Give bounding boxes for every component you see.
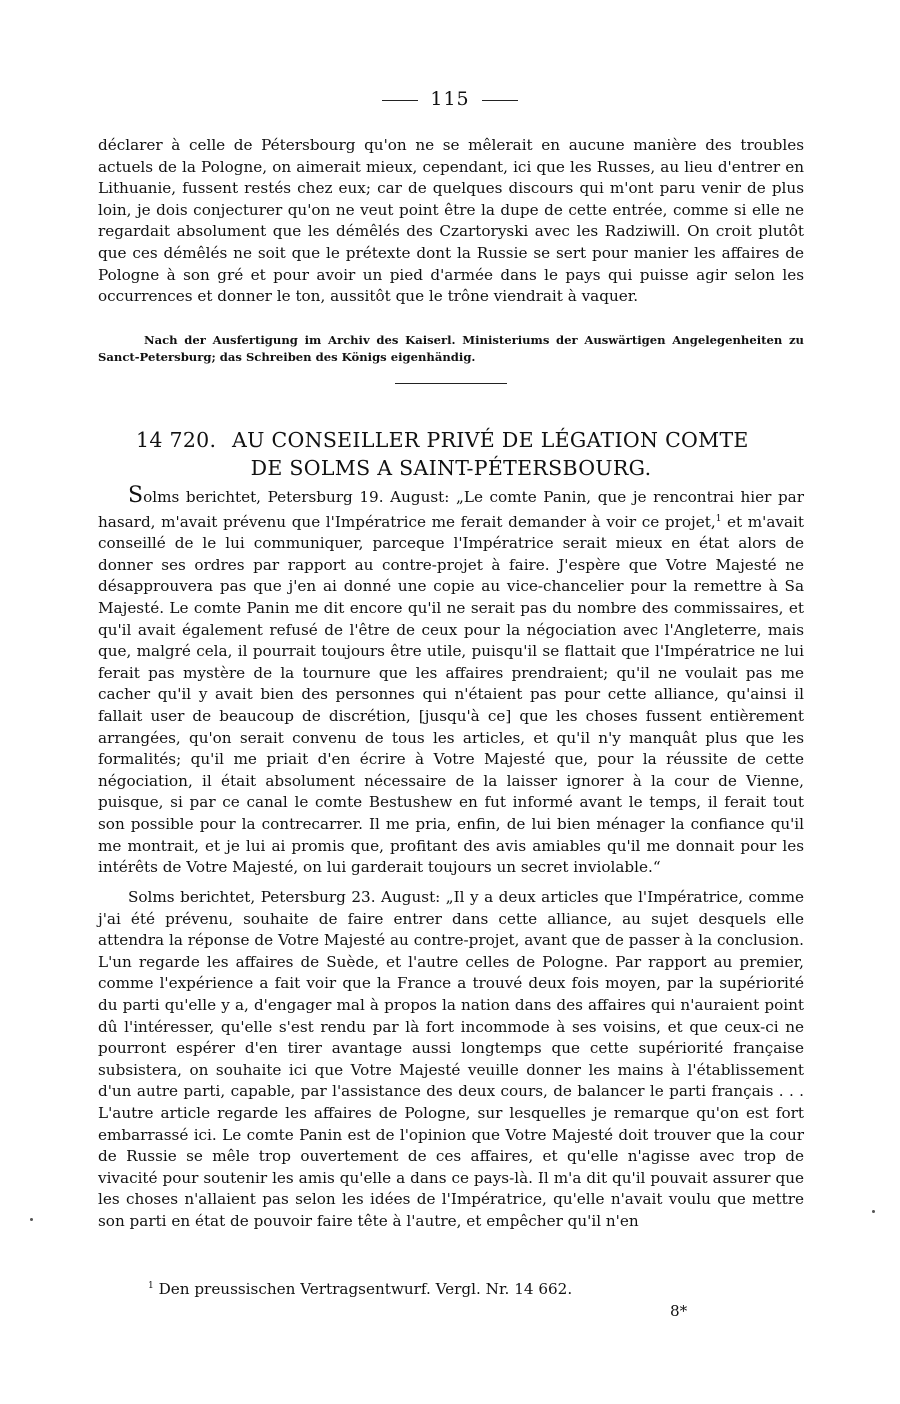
letter-number: 14 720. xyxy=(136,428,217,452)
footnote-reference: 1 xyxy=(715,513,722,524)
page-number-text: 115 xyxy=(430,88,470,110)
heading-line-1: AU CONSEILLER PRIVÉ DE LÉGATION COMTE xyxy=(232,428,749,452)
report-text-part-2: et m'avait conseillé de le lui communiquer, parceque l'Impératrice serait mieux en état alors de donner ses ordres par rapport au contre-projet à faire. J'espère que Votre Majesté ne désapprouvera pas que j'en ai donné une copie au vice-chancelier pour la remettre à Sa Majesté. Le comte Panin me dit encore qu'il ne serait pas du nombre des commissaires, et qu'il avait également refusé de l'être de ceux pour la négociation avec l'Angleterre, mais que, malgré cela, il pourrait toujours être utile, puisqu'il se flattait que l'Impératrice ne lui ferait pas mystère de la tournure que les affaires prendraient; qu'il ne voulait pas me cacher qu'il y avait bien des personnes qui n'étaient pas pour cette alliance, qu'ainsi il fallait user de beaucoup de discrétion, [jusqu'à ce] que les choses fussent entièrement arrangées, qu'on serait convenu de tous les articles, et qu'il n'y manquât plus que les formalités; qu'il me priait d'en écrire à Votre Majesté que, pour la réussite de cette négociation, il était absolument nécessaire de la laisser ignorer à la cour de Vienne, puisque, si par ce canal le comte Bestushew en fut informé avant le temps, il ferait tout son possible pour la contrecarrer. Il me pria, enfin, de lui bien ménager la confiance qu'il me montrait, et je lui ai promis que, profitant des avis amiables qu'il me donnait pour les intérêts de Votre Majesté, on lui garderait toujours un secret inviolable.“ xyxy=(98,512,804,877)
heading-line-2: DE SOLMS A SAINT-PÉTERSBOURG. xyxy=(250,456,652,480)
footnote-text: Den preussischen Vertragsentwurf. Vergl. Nr. 14 662. xyxy=(158,1280,573,1299)
report-text-part-1: olms berichtet, Petersburg 19. August: „Le comte Panin, que je rencontrai hier par hasard, m'avait prévenu que l'Impératrice me ferait demander à voir ce projet, xyxy=(98,488,804,531)
margin-speck xyxy=(872,1210,875,1213)
signature-mark: 8* xyxy=(670,1302,688,1320)
archive-source-note: Nach der Ausfertigung im Archiv des Kaiserl. Ministeriums der Auswärtigen Angelegenheiten zu Sanct-Petersburg; das Schreiben des Königs eigenhändig. xyxy=(98,333,804,364)
section-divider xyxy=(395,383,507,384)
page-number-dash-left xyxy=(382,100,418,101)
page-number xyxy=(0,88,900,110)
drop-cap: S xyxy=(128,483,144,508)
solms-report-23-august: Solms berichtet, Petersburg 23. August: „Il y a deux articles que l'Impératrice, comme j'ai été prévenu, souhaite de faire entrer dans cette alliance, au sujet desquels elle attendra la réponse de Votre Majesté au contre-projet, avant que de passer à la conclusion. L'un regarde les affaires de Suède, et l'autre celles de Pologne. Par rapport au premier, comme l'expérience a fait voir que la France a trouvé deux fois moyen, par la supériorité du parti qu'elle y a, d'engager mal à propos la nation dans des affaires qui n'auraient point dû l'intéresser, qu'elle s'est rendu par là fort incommode à ses voisins, et que ceux-ci ne pourront espérer d'en tirer avantage aussi longtemps que cette supériorité française subsistera, on souhaite ici que Votre Majesté veuille donner les mains à l'établissement d'un autre parti, capable, par l'assistance des deux cours, de balancer le parti français . . . L'autre article regarde les affaires de Pologne, sur lesquelles je remarque qu'on est fort embarrassé ici. Le comte Panin est de l'opinion que Votre Majesté doit trouver que la cour de Russie se mêle trop ouvertement de ces affaires, et qu'elle n'agisse avec trop de vivacité pour soutenir les amis qu'elle a dans ce pays-là. Il m'a dit qu'il pouvait assurer que les choses n'allaient pas selon les idées de l'Impératrice, qu'elle n'avait voulu que mettre son parti en état de pouvoir faire tête à l'autre, et empêcher qu'il n'en xyxy=(98,888,804,1230)
margin-speck xyxy=(30,1218,33,1221)
footnote-marker: 1 xyxy=(148,1281,154,1291)
footnote xyxy=(148,1276,808,1300)
solms-report-19-august xyxy=(98,485,804,879)
page-number-dash-right xyxy=(482,100,518,101)
continued-letter-paragraph: déclarer à celle de Pétersbourg qu'on ne se mêlerait en aucune manière des troubles actuels de la Pologne, on aimerait mieux, cependant, ici que les Russes, au lieu d'entrer en Lithuanie, fussent restés chez eux; car de quelques discours qui m'ont paru venir de plus loin, je dois conjecturer qu'on ne veut point être la dupe de cette entrée, comme si elle ne regardait absolument que les démêlés des Czartoryski avec les Radziwill. On croit plutôt que ces démêlés ne soit que le prétexte dont la Russie se sert pour manier les affaires de Pologne à son gré et pour avoir un pied d'armée dans le pays qui puisse agir selon les occurrences et donner le ton, aussitôt que le trône viendrait à vaquer. xyxy=(98,136,804,306)
